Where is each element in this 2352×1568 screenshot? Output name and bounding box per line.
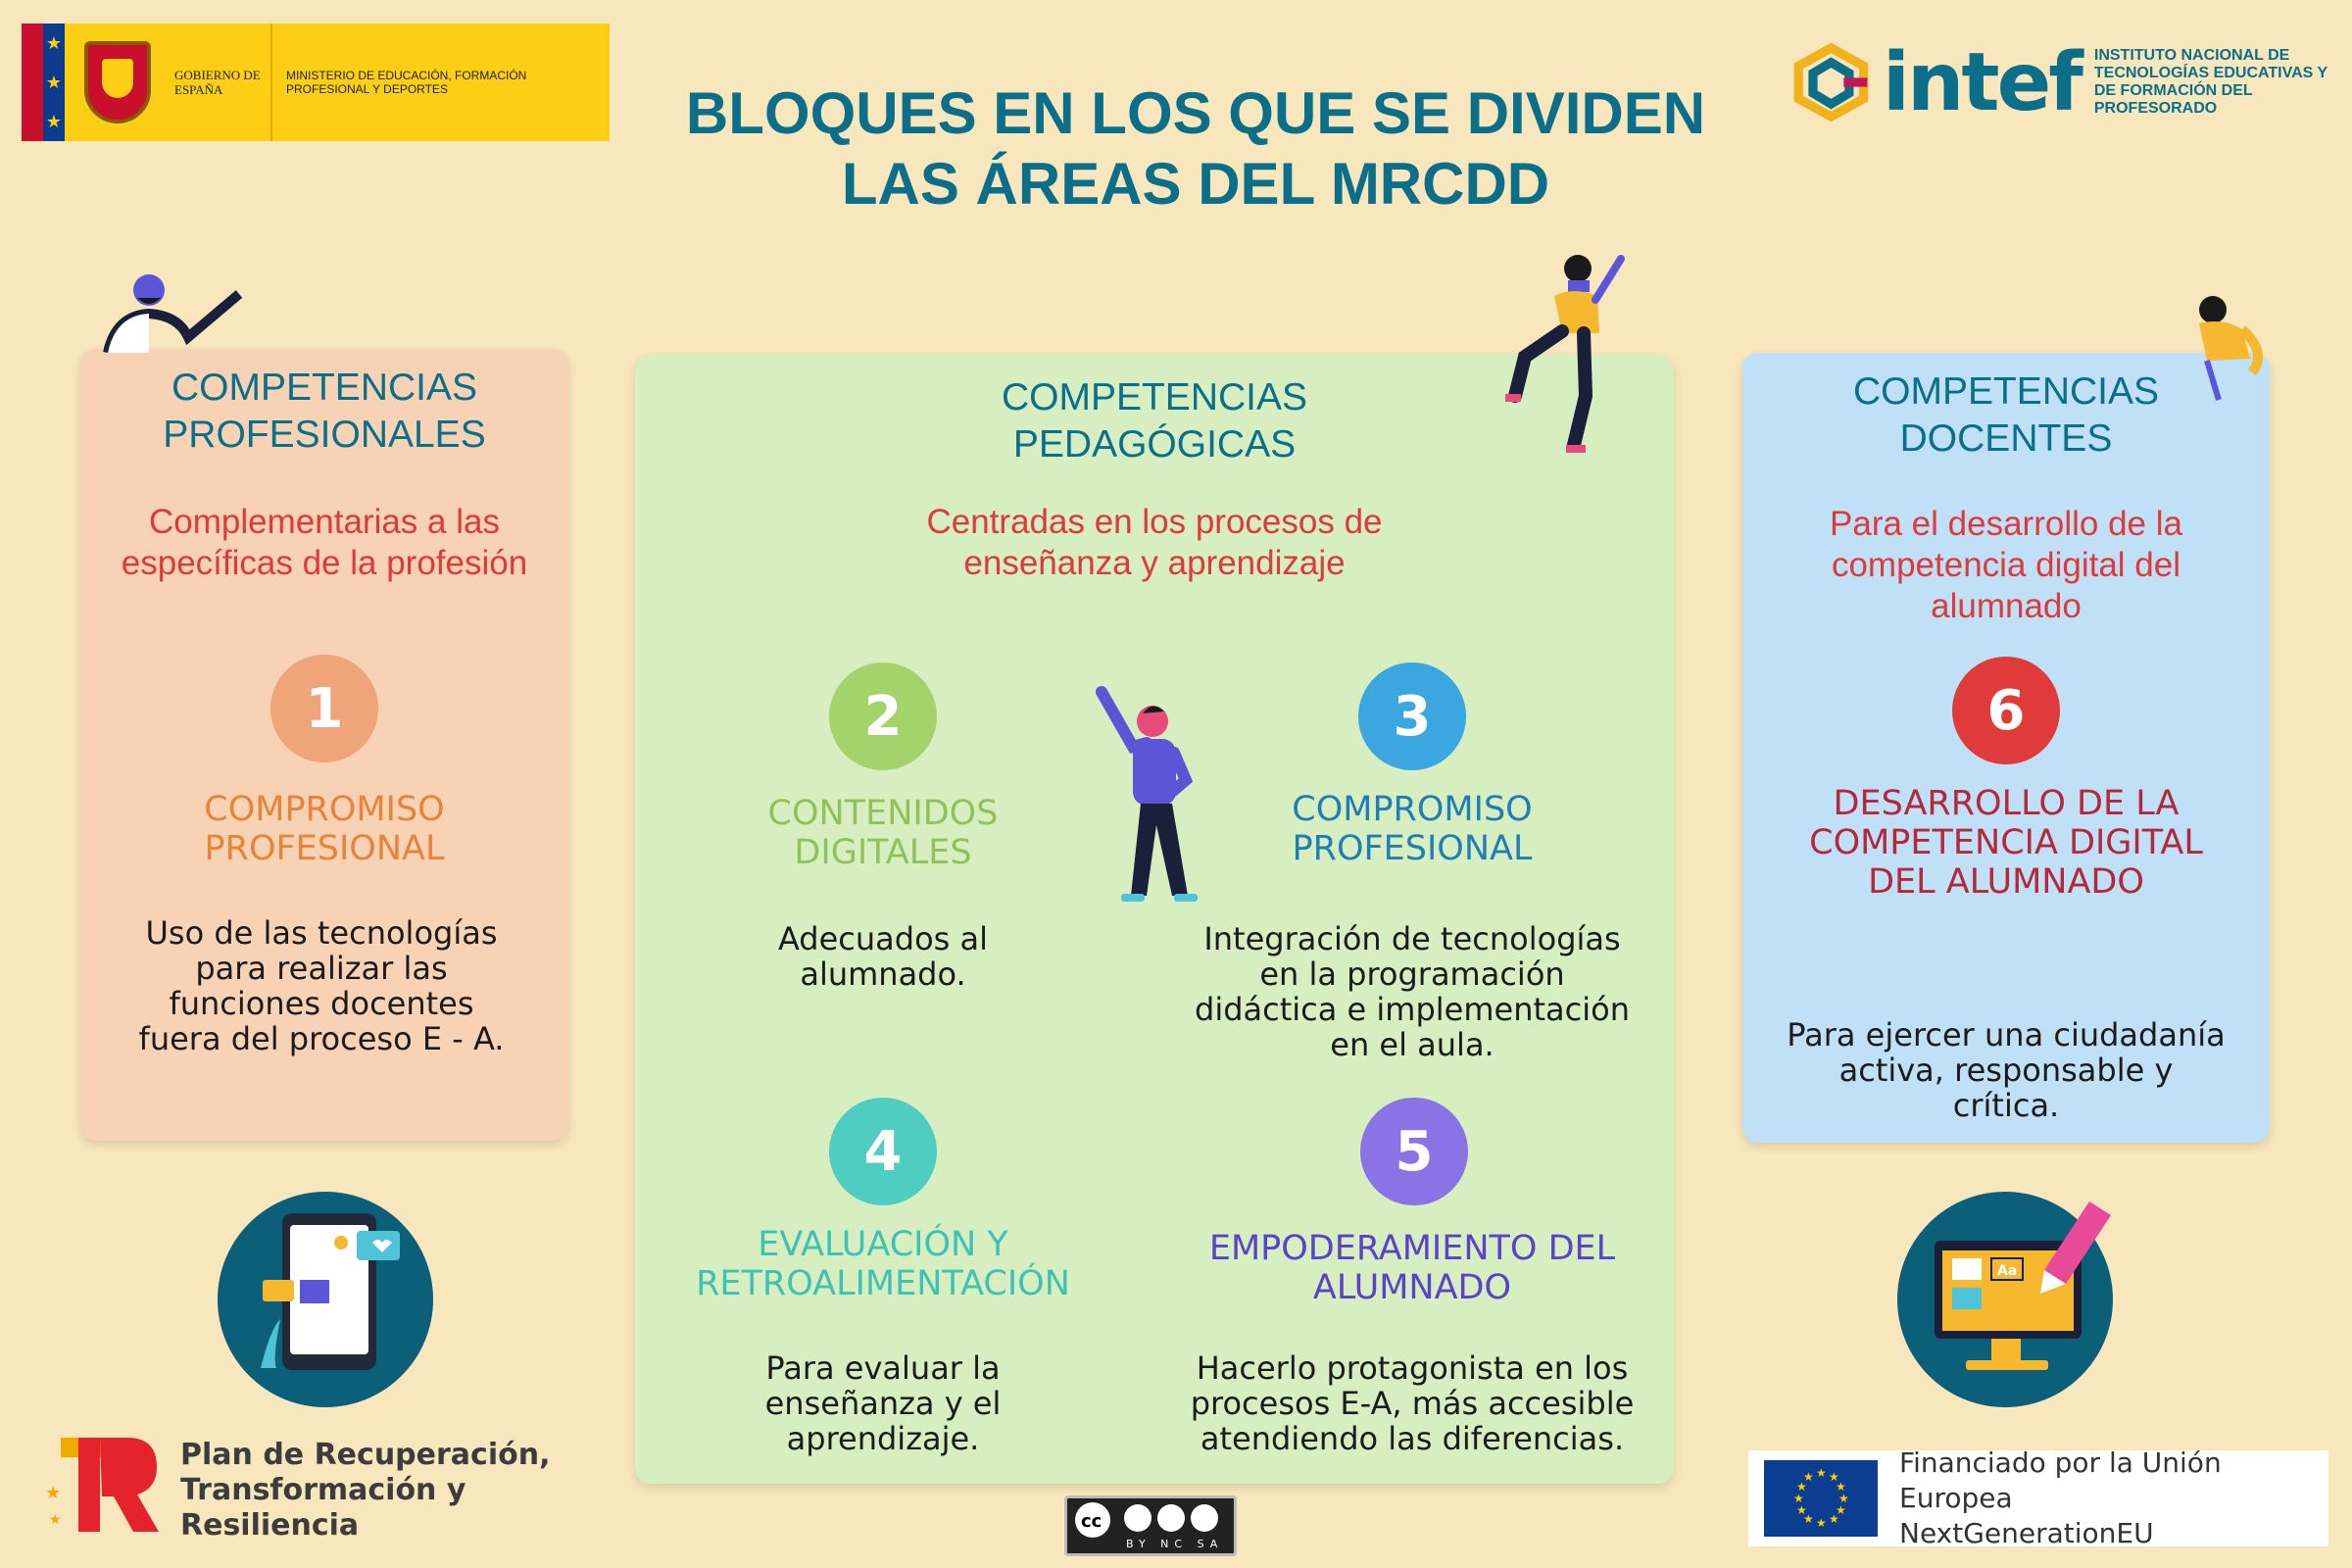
card-competencias-docentes xyxy=(1742,353,2270,1143)
computer-illustration xyxy=(1897,1192,2113,1407)
coat-of-arms-icon xyxy=(84,41,151,123)
waving-person-icon xyxy=(94,265,251,353)
svg-text:cc: cc xyxy=(1081,1511,1102,1532)
eu-flag-icon xyxy=(1764,1460,1878,1537)
svg-text:★: ★ xyxy=(1838,1492,1849,1505)
area-number-badge: 6 xyxy=(1952,657,2060,764)
intef-wordmark: intef xyxy=(1882,35,2081,129)
card-subtitle: Centradas en los procesos de enseñanza y aprendizaje xyxy=(926,503,1383,582)
title-line-2: LAS ÁREAS DEL MRCDD xyxy=(841,151,1550,217)
smartphone-icon xyxy=(218,1192,433,1407)
cc-license-badge[interactable] xyxy=(1064,1495,1237,1556)
area-description: Para evaluar la enseñanza y el aprendizaje. xyxy=(764,1349,1002,1457)
area-description: Uso de las tecnologías para realizar las funciones docentes fuera del proceso E - A. xyxy=(138,914,505,1057)
svg-text:Aa: Aa xyxy=(1997,1263,2018,1279)
card-subtitle: Para el desarrollo de la competencia digital del alumnado xyxy=(1830,505,2182,625)
eu-funding-logo xyxy=(1748,1446,2328,1549)
eu-line-1: Financiado por la Unión Europea xyxy=(1899,1446,2222,1514)
card-subtitle: Complementarias a las específicas de la profesión xyxy=(121,503,528,582)
phone-illustration xyxy=(218,1192,433,1407)
svg-text:★ xyxy=(46,1485,60,1499)
area-number-badge: 2 xyxy=(829,662,937,770)
gobierno-text: GOBIERNO DE ESPAÑA xyxy=(174,68,261,97)
intef-mark-icon xyxy=(1789,37,1873,127)
spain-eu-flag-icon: ★ ★ ★ xyxy=(22,24,65,141)
svg-text:★: ★ xyxy=(1796,1480,1807,1494)
card-competencias-pedagogicas xyxy=(635,355,1674,1484)
area-description: Hacerlo protagonista en los procesos E-A, más accesible atendiendo las diferencias. xyxy=(1190,1349,1635,1457)
svg-text:★: ★ xyxy=(1829,1470,1839,1484)
svg-text:★: ★ xyxy=(1793,1492,1804,1505)
area-label: CONTENIDOS DIGITALES xyxy=(767,794,999,872)
cc-icons xyxy=(1067,1498,1234,1538)
area-label: DESARROLLO DE LA COMPETENCIA DIGITAL DEL ALUMNADO xyxy=(1809,784,2203,902)
card-title-line: COMPETENCIAS xyxy=(171,367,478,409)
ministerio-text: MINISTERIO DE EDUCACIÓN, FORMACIÓN PROFESIONAL Y DEPORTES xyxy=(286,69,527,96)
gobierno-logo xyxy=(22,24,610,141)
card-title-line: COMPETENCIAS xyxy=(1001,376,1308,418)
svg-text:★: ★ xyxy=(1803,1512,1814,1526)
card-title-line: PROFESIONALES xyxy=(163,414,486,456)
eu-line-2: NextGenerationEU xyxy=(1899,1517,2154,1549)
area-label: COMPROMISO PROFESIONAL xyxy=(204,790,445,868)
area-number-badge: 1 xyxy=(270,655,378,762)
svg-text:★: ★ xyxy=(1829,1512,1839,1526)
svg-text:★: ★ xyxy=(1796,1503,1807,1517)
svg-text:★: ★ xyxy=(1836,1480,1846,1494)
plan-line-1: Plan de Recuperación, xyxy=(180,1438,551,1472)
card-title xyxy=(80,365,568,459)
svg-text:★: ★ xyxy=(1836,1503,1846,1517)
plan-line-2: Transformación y Resiliencia xyxy=(180,1473,466,1543)
card-title-line: DOCENTES xyxy=(1899,417,2113,460)
svg-text:★: ★ xyxy=(1803,1470,1814,1484)
area-label: COMPROMISO PROFESIONAL xyxy=(1292,790,1533,868)
card-title-line: PEDAGÓGICAS xyxy=(1012,423,1297,466)
area-label: EMPODERAMIENTO DEL ALUMNADO xyxy=(1208,1229,1616,1307)
area-label: EVALUACIÓN Y RETROALIMENTACIÓN xyxy=(696,1225,1070,1303)
plan-recuperacion-logo xyxy=(39,1437,647,1544)
intef-logo xyxy=(1789,33,2338,131)
title-line-1: BLOQUES EN LOS QUE SE DIVIDEN xyxy=(685,80,1706,146)
tr-mark-icon xyxy=(39,1430,167,1552)
svg-text:★: ★ xyxy=(1816,1516,1827,1530)
standing-person-icon xyxy=(1084,678,1241,913)
jumping-person-icon xyxy=(1505,249,1642,465)
area-description: Adecuados al alumnado. xyxy=(777,920,989,993)
monitor-icon xyxy=(1897,1192,2113,1407)
sitting-person-icon xyxy=(2172,290,2270,412)
card-title-line: COMPETENCIAS xyxy=(1852,370,2160,413)
svg-text:★: ★ xyxy=(1816,1466,1827,1480)
area-number-badge: 3 xyxy=(1358,662,1466,770)
svg-text:★ xyxy=(49,1513,61,1525)
area-description: Para ejercer una ciudadanía activa, responsable y crítica. xyxy=(1787,1016,2226,1124)
intef-full-name: INSTITUTO NACIONAL DE TECNOLOGÍAS EDUCATIVAS Y DE FORMACIÓN DEL PROFESORADO xyxy=(2093,47,2328,117)
card-competencias-profesionales xyxy=(80,349,568,1141)
area-description: Integración de tecnologías en la programación didáctica e implementación en el aula. xyxy=(1195,920,1630,1063)
area-number-badge: 5 xyxy=(1360,1098,1468,1205)
area-number-badge: 4 xyxy=(829,1098,937,1205)
cc-terms: BY NC SA xyxy=(1126,1538,1224,1550)
page-title xyxy=(608,78,1784,220)
